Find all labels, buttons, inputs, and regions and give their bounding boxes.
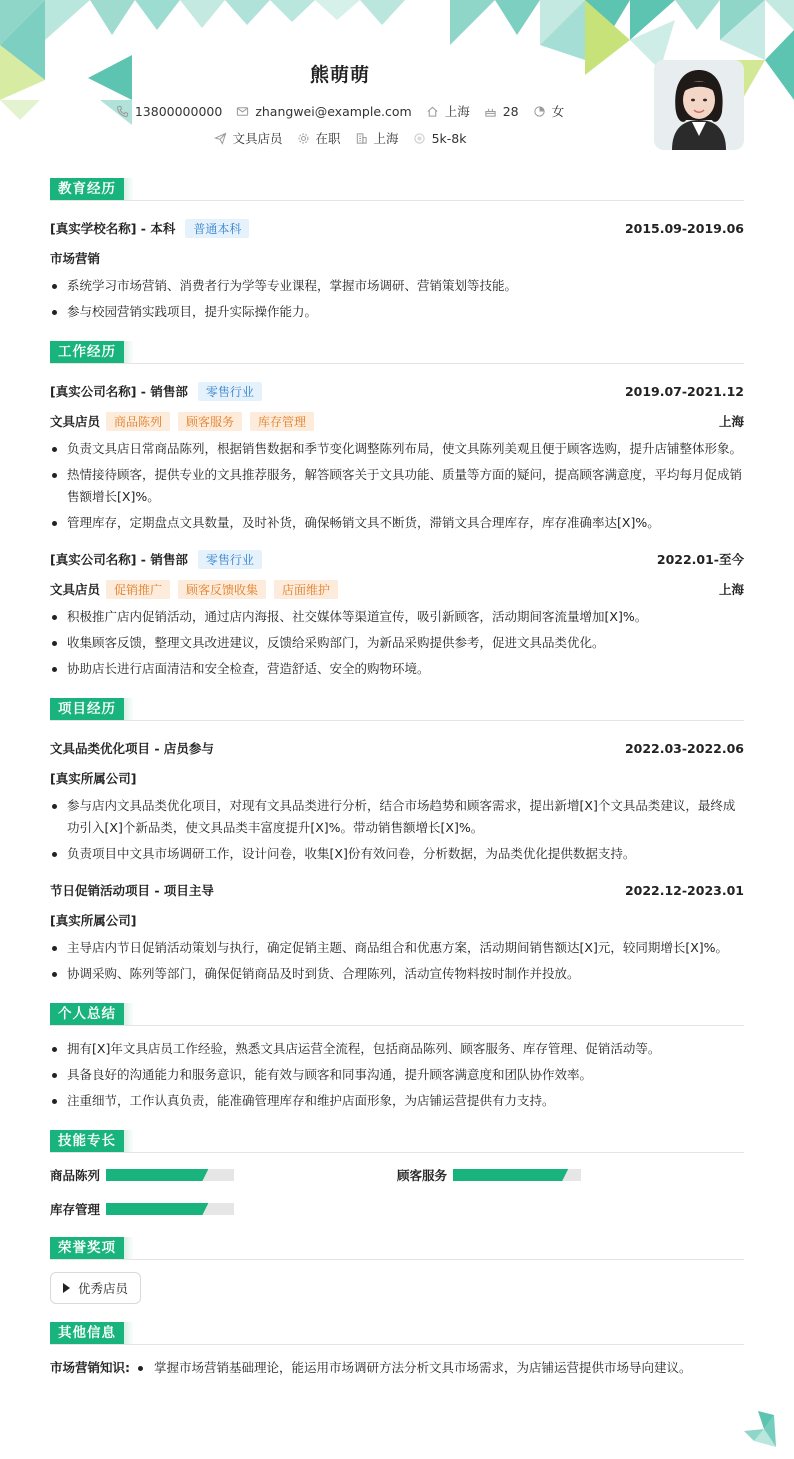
email-address: zhangwei@example.com (255, 103, 412, 119)
section-title-tail (124, 1237, 134, 1259)
list-item: 主导店内节日促销活动策划与执行，确定促销主题、商品组合和优惠方案，活动期间销售额达[X]元，较同期增长[X]%。 (50, 937, 744, 959)
salary-text: 5k-8k (431, 130, 467, 146)
company-name: [真实公司名称] - 销售部 (50, 384, 188, 399)
project-title: 文具品类优化项目 - 店员参与 (50, 741, 214, 756)
gender-icon (533, 105, 546, 118)
project-entry (50, 733, 744, 865)
status-info (297, 129, 341, 147)
education-date: 2015.09-2019.06 (624, 220, 744, 236)
salary-info (413, 131, 467, 146)
list-item: 收集顾客反馈，整理文具改进建议，反馈给采购部门，为新品采购提供参考，促进文具品类优化。 (50, 632, 744, 654)
section-title (50, 178, 744, 201)
section-title-tail (124, 1130, 134, 1152)
award-badge (50, 1272, 141, 1304)
section-title (50, 341, 744, 364)
role-row (50, 574, 744, 604)
work-entry-header (50, 376, 744, 406)
section-title (50, 1130, 744, 1153)
gear-icon (297, 132, 310, 145)
cake-icon (484, 105, 497, 118)
skill-chip: 店面维护 (274, 580, 338, 599)
status-text: 在职 (315, 131, 341, 146)
work-entry (50, 376, 744, 534)
skill-chips (106, 580, 338, 599)
skill-item (50, 1199, 397, 1219)
skill-chip: 促销推广 (106, 580, 170, 599)
skill-level-fill (453, 1169, 568, 1181)
location-info (426, 102, 470, 120)
list-item: 参与店内文具品类优化项目，对现有文具品类进行分析，结合市场趋势和顾客需求，提出新增[X]个文具品类建议，最终成功引入[X]个新品类，使文具品类丰富度提升[X]%。带动销售额增长[X]%。 (50, 795, 744, 839)
building-icon (355, 132, 368, 145)
phone-number: 13800000000 (134, 103, 223, 119)
skill-level-bar (106, 1203, 234, 1215)
list-item: 积极推广店内促销活动，通过店内海报、社交媒体等渠道宣传，吸引新顾客，活动期间客流量增加[X]%。 (50, 606, 744, 628)
section-title (50, 1237, 744, 1260)
skill-chip: 库存管理 (250, 412, 314, 431)
project-bullets (50, 795, 744, 865)
section-title (50, 1322, 744, 1345)
target-city-text: 上海 (373, 131, 399, 146)
contact-row (0, 102, 680, 120)
list-item: 系统学习市场营销、消费者行为学等专业课程，掌握市场调研、营销策划等技能。 (50, 275, 744, 297)
profile-photo (654, 60, 744, 150)
resume-header (0, 0, 794, 165)
skill-chip: 顾客服务 (178, 412, 242, 431)
work-bullets (50, 438, 744, 534)
school-name: [真实学校名称] - 本科 (50, 221, 176, 236)
industry-badge: 零售行业 (198, 550, 262, 569)
summary-bullets (50, 1038, 744, 1112)
home-icon (426, 105, 439, 118)
list-item: 拥有[X]年文具店员工作经验，熟悉文具店运营全流程，包括商品陈列、顾客服务、库存管理、促销活动等。 (50, 1038, 744, 1060)
skills-grid (50, 1165, 744, 1219)
project-bullets (50, 937, 744, 985)
project-company-row (50, 763, 744, 793)
skills-section (50, 1130, 744, 1219)
candidate-name: 熊萌萌 (309, 64, 370, 86)
project-company-row (50, 905, 744, 935)
phone-icon (116, 105, 129, 118)
corner-decoration (740, 1409, 780, 1449)
target-city-info (355, 129, 399, 147)
industry-badge: 零售行业 (198, 382, 262, 401)
skill-name: 商品陈列 (50, 1168, 101, 1183)
section-title (50, 698, 744, 721)
section-title-tail (124, 1003, 134, 1025)
skill-level-bar (106, 1169, 234, 1181)
project-company: [真实所属公司] (50, 913, 137, 928)
work-bullets (50, 606, 744, 680)
work-date: 2022.01-至今 (656, 552, 744, 567)
role-name: 文具店员 (50, 414, 101, 429)
skill-item (397, 1165, 744, 1185)
role-row (50, 406, 744, 436)
skill-chip: 顾客反馈收集 (178, 580, 266, 599)
phone-info (116, 104, 222, 119)
avatar-portrait-icon (654, 60, 744, 150)
section-title-tail (124, 1322, 134, 1344)
job-target-text: 文具店员 (232, 131, 283, 146)
list-item: 具备良好的沟通能力和服务意识，能有效与顾客和同事沟通，提升顾客满意度和团队协作效率。 (50, 1064, 744, 1086)
section-title-label: 其他信息 (50, 1322, 124, 1344)
list-item: 注重细节，工作认真负责，能准确管理库存和维护店面形象，为店铺运营提供有力支持。 (50, 1090, 744, 1112)
project-entry (50, 875, 744, 985)
other-section (50, 1322, 744, 1379)
other-info-row (50, 1357, 744, 1379)
education-entry-header (50, 213, 744, 243)
list-item: 负责项目中文具市场调研工作，设计问卷，收集[X]份有效问卷，分析数据，为品类优化提供数据支持。 (50, 843, 744, 865)
major-row (50, 243, 744, 273)
work-city: 上海 (718, 414, 744, 429)
list-item: 管理库存，定期盘点文具数量，及时补货，确保畅销文具不断货，滞销文具合理库存，库存准确率达[X]%。 (50, 512, 744, 534)
work-entry-header (50, 544, 744, 574)
degree-type-badge: 普通本科 (185, 219, 249, 238)
skill-name: 顾客服务 (397, 1168, 448, 1183)
location-text: 上海 (444, 104, 470, 119)
work-section (50, 341, 744, 680)
project-company: [真实所属公司] (50, 771, 137, 786)
skill-level-fill (106, 1203, 208, 1215)
projects-section (50, 698, 744, 985)
send-icon (214, 132, 227, 145)
skill-chip: 商品陈列 (106, 412, 170, 431)
skill-level-bar (453, 1169, 581, 1181)
list-item: 协助店长进行店面清洁和安全检查，营造舒适、安全的购物环境。 (50, 658, 744, 680)
work-date: 2019.07-2021.12 (624, 383, 744, 399)
education-section (50, 178, 744, 323)
summary-section (50, 1003, 744, 1112)
skill-item (50, 1165, 397, 1185)
skill-level-fill (106, 1169, 208, 1181)
major-name: 市场营销 (50, 251, 101, 266)
project-date: 2022.12-2023.01 (624, 882, 744, 898)
section-title-label: 工作经历 (50, 341, 124, 363)
play-triangle-icon (63, 1283, 70, 1293)
gender-info (533, 102, 565, 120)
section-title-label: 技能专长 (50, 1130, 124, 1152)
skill-chips (106, 412, 314, 431)
age-text: 28 (502, 103, 519, 119)
project-entry-header (50, 733, 744, 763)
work-entry (50, 544, 744, 680)
email-icon (236, 105, 249, 118)
section-title-tail (124, 341, 134, 363)
list-item: 热情接待顾客，提供专业的文具推荐服务，解答顾客关于文具功能、质量等方面的疑问，提高顾客满意度，平均每月促成销售额增长[X]%。 (50, 464, 744, 508)
education-bullets (50, 275, 744, 323)
work-city: 上海 (718, 582, 744, 597)
role-name: 文具店员 (50, 582, 101, 597)
section-title-label: 荣誉奖项 (50, 1237, 124, 1259)
section-title-tail (124, 698, 134, 720)
section-title-label: 教育经历 (50, 178, 124, 200)
list-item: 协调采购、陈列等部门，确保促销商品及时到货、合理陈列，活动宣传物料按时制作并投放。 (50, 963, 744, 985)
list-item: 负责文具店日常商品陈列，根据销售数据和季节变化调整陈列布局，使文具陈列美观且便于顾客选购，提升店铺整体形象。 (50, 438, 744, 460)
section-title-tail (124, 178, 134, 200)
section-title-label: 项目经历 (50, 698, 124, 720)
gender-text: 女 (551, 104, 565, 119)
awards-section (50, 1237, 744, 1304)
job-target-info (214, 129, 283, 147)
skill-name: 库存管理 (50, 1202, 101, 1217)
project-entry-header (50, 875, 744, 905)
age-info (484, 104, 519, 119)
other-info-key: 市场营销知识: (50, 1360, 130, 1375)
company-name: [真实公司名称] - 销售部 (50, 552, 188, 567)
section-title (50, 1003, 744, 1026)
job-intent-row (0, 129, 680, 147)
project-date: 2022.03-2022.06 (624, 740, 744, 756)
email-info (236, 104, 411, 119)
other-info-value: 掌握市场营销基础理论，能运用市场调研方法分析文具市场需求，为店铺运营提供市场导向建议。 (130, 1357, 692, 1379)
project-title: 节日促销活动项目 - 项目主导 (50, 883, 214, 898)
coin-icon (413, 132, 426, 145)
award-name: 优秀店员 (78, 1281, 129, 1296)
list-item: 参与校园营销实践项目，提升实际操作能力。 (50, 301, 744, 323)
section-title-label: 个人总结 (50, 1003, 124, 1025)
